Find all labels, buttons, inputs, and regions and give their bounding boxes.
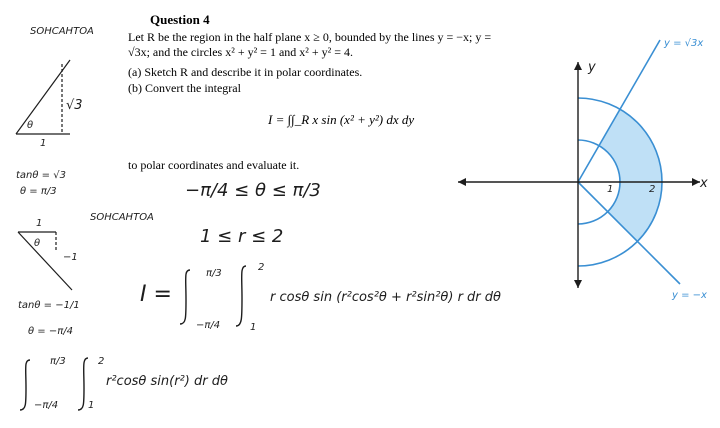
y-axis-label: y — [588, 60, 596, 75]
x-axis-label: x — [700, 176, 708, 191]
integral-signs-i — [180, 266, 246, 326]
question-title: Question 4 — [150, 12, 210, 27]
final-inner-lower: 1 — [88, 400, 95, 411]
integral-i-inner-lower: 1 — [250, 322, 257, 333]
label-y-neg-x: y = −x — [672, 290, 707, 301]
final-inner-upper: 2 — [98, 356, 105, 367]
theta-value-note-1: θ = π/3 — [20, 186, 57, 197]
theta-range: −π/4 ≤ θ ≤ π/3 — [185, 180, 321, 201]
triangle-1 — [16, 60, 70, 134]
question-tail: to polar coordinates and evaluate it. — [128, 158, 300, 172]
sohcahtoa-note-2: SOHCAHTOA — [90, 212, 154, 223]
tan-theta-note-2: tanθ = −1/1 — [18, 300, 80, 311]
r-range: 1 ≤ r ≤ 2 — [200, 226, 284, 247]
x-axis-arrow — [692, 178, 700, 186]
tick-label-1: 1 — [607, 184, 614, 195]
question-part-a: (a) Sketch R and describe it in polar coordinates. — [128, 65, 363, 79]
integral-i-label: I = — [140, 282, 172, 307]
integral-signs-final — [20, 358, 88, 410]
integral-i-integrand: r cosθ sin (r²cos²θ + r²sin²θ) r dr dθ — [270, 290, 501, 305]
triangle-2 — [18, 232, 72, 290]
triangle-2-base-label: 1 — [36, 218, 43, 229]
triangle-1-base-label: 1 — [40, 138, 47, 149]
tan-theta-note-1: tanθ = √3 — [16, 170, 66, 181]
theta-value-note-2: θ = −π/4 — [28, 326, 73, 337]
y-axis-arrow-down — [574, 280, 582, 288]
final-lower-limit: −π/4 — [34, 400, 59, 411]
x-axis-arrow-left — [458, 178, 466, 186]
y-axis-arrow — [574, 62, 582, 70]
question-line-2: √3x; and the circles x² + y² = 1 and x² + y² = 4. — [128, 45, 354, 59]
triangle-2-angle-label: θ — [34, 238, 41, 249]
final-upper-limit: π/3 — [50, 356, 66, 367]
integral-i-upper-limit: π/3 — [206, 268, 222, 279]
triangle-2-side-label: −1 — [63, 252, 78, 263]
question-line-1: Let R be the region in the half plane x ≥ 0, bounded by the lines y = −x; y = — [128, 30, 492, 44]
triangle-1-angle-label: θ — [27, 120, 34, 131]
question-integral: I = ∫∫_R x sin (x² + y²) dx dy — [268, 112, 415, 127]
integral-i-inner-upper: 2 — [258, 262, 265, 273]
question-part-b: (b) Convert the integral — [128, 81, 241, 95]
final-integrand: r²cosθ sin(r²) dr dθ — [106, 374, 228, 389]
label-y-sqrt3x: y = √3x — [664, 38, 704, 49]
triangle-1-side-label: √3 — [66, 98, 83, 113]
tick-label-2: 2 — [649, 184, 656, 195]
sohcahtoa-note-1: SOHCAHTOA — [30, 26, 94, 37]
integral-i-lower-limit: −π/4 — [196, 320, 221, 331]
region-sketch — [458, 40, 700, 288]
